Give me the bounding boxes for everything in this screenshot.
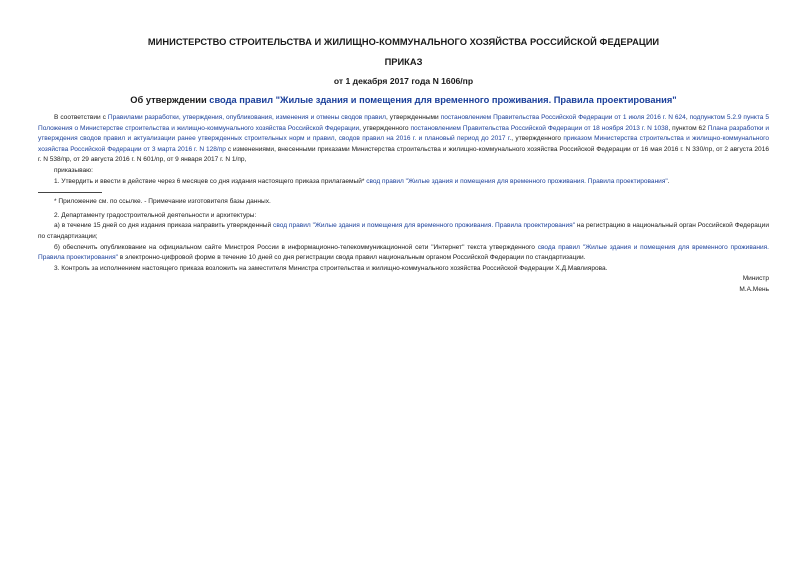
ministry-heading: МИНИСТЕРСТВО СТРОИТЕЛЬСТВА И ЖИЛИЩНО-КОММУНАЛЬНОГО ХОЗЯЙСТВА РОССИЙСКОЙ ФЕДЕРАЦИИ [147,37,660,47]
item-2b-end: в электронно-цифровой форме в течение 10 дней со дня регистрации свода правил национальным органом Российской Федерации по стандартизации. [117,254,586,262]
item-1-end: . [667,177,670,185]
item-2a [38,221,769,242]
link-decree-624[interactable]: постановлением Правительства Российской Федерации от 1 июля 2016 г. N 624 [440,114,686,121]
link-rules[interactable]: Правилами разработки, утверждения, опубликования, изменения и отмены сводов правил [107,114,387,121]
preamble-text: , пунктом 62 [668,124,708,132]
link-decree-1038[interactable]: постановлением Правительства Российской Федерации от 18 ноября 2013 г. N 1038 [410,124,669,132]
link-plan[interactable]: Плана разработки и утверждения сводов правил и актуализации ранее утвержденных строительных норм и правил, сводов правил на 2016 г. и плановый период до 2017 г. [38,124,769,143]
title-link[interactable]: свода правил "Жилые здания и помещения для временного проживания. Правила проектирования" [209,95,677,105]
order-word: приказываю: [54,166,93,174]
preamble-text: , утвержденного [359,124,411,132]
item-1-text: 1. Утвердить и ввести в действие через 6 месяцев со дня издания настоящего приказа прилагаемый* [54,177,367,185]
preamble-text: , утвержденного [511,135,564,143]
item-1 [38,177,769,188]
item-2a-text: а) в течение 15 дней со дня издания приказа направить утвержденный [54,222,274,230]
item-2a-link[interactable]: свод правил "Жилые здания и помещения для временного проживания. Правила проектирования" [273,222,576,230]
signature-position: Министр [742,275,769,283]
title-prefix: Об утверждении [130,95,210,105]
item-2: 2. Департаменту градостроительной деятельности и архитектуры: [54,211,257,219]
preamble-text: , [685,114,690,121]
document-type: ПРИКАЗ [384,57,423,67]
item-1-link[interactable]: свод правил "Жилые здания и помещения для временного проживания. Правила проектирования" [366,177,668,185]
signature-name: М.А.Мень [739,285,769,293]
preamble-text: В соответствии с [54,114,108,121]
document-title [0,95,807,105]
link-order-128[interactable]: приказом Министерства строительства и жилищно-коммунального хозяйства Российской Федерации от 3 марта 2016 г. N 128/пр [38,135,770,153]
link-ministry-regulation[interactable]: подпунктом 5.2.9 пункта 5 Положения о Министерстве строительства и жилищно-коммунального хозяйства Российской Федерации [38,114,769,132]
footnote-divider [38,192,102,193]
item-2b-text: б) обеспечить опубликование на официальном сайте Минстроя России в информационно-телекоммуникационной сети "Интернет" текста утвержденного [54,243,538,251]
preamble [38,113,769,166]
footnote: * Приложение см. по ссылке. - Примечание изготовителя базы данных. [54,198,271,206]
item-3: 3. Контроль за исполнением настоящего приказа возложить на заместителя Министра строительства и жилищно-коммунального хозяйства Российской Федерации Х.Д.Мавлиярова. [54,264,608,272]
preamble-text: , утвержденными [386,114,441,121]
document-body [38,113,769,296]
preamble-text: с изменениями, внесенными приказами Министерства строительства и жилищно-коммунального хозяйства Российской Федерации от 16 мая 2016 г. N 330/пр, от 2 августа 2016 г. N 538/пр, от 29 августа 2016 г. N 601/пр, от 9 января 2017 г. N 1/пр, [38,145,769,164]
item-2b [38,243,769,264]
item-2a-end: на регистрацию в национальный орган Российской Федерации по стандартизации; [38,222,769,240]
date-number: от 1 декабря 2017 года N 1606/пр [333,76,474,86]
item-2b-link[interactable]: свода правил "Жилые здания и помещения для временного проживания. Правила проектирования" [38,243,769,262]
